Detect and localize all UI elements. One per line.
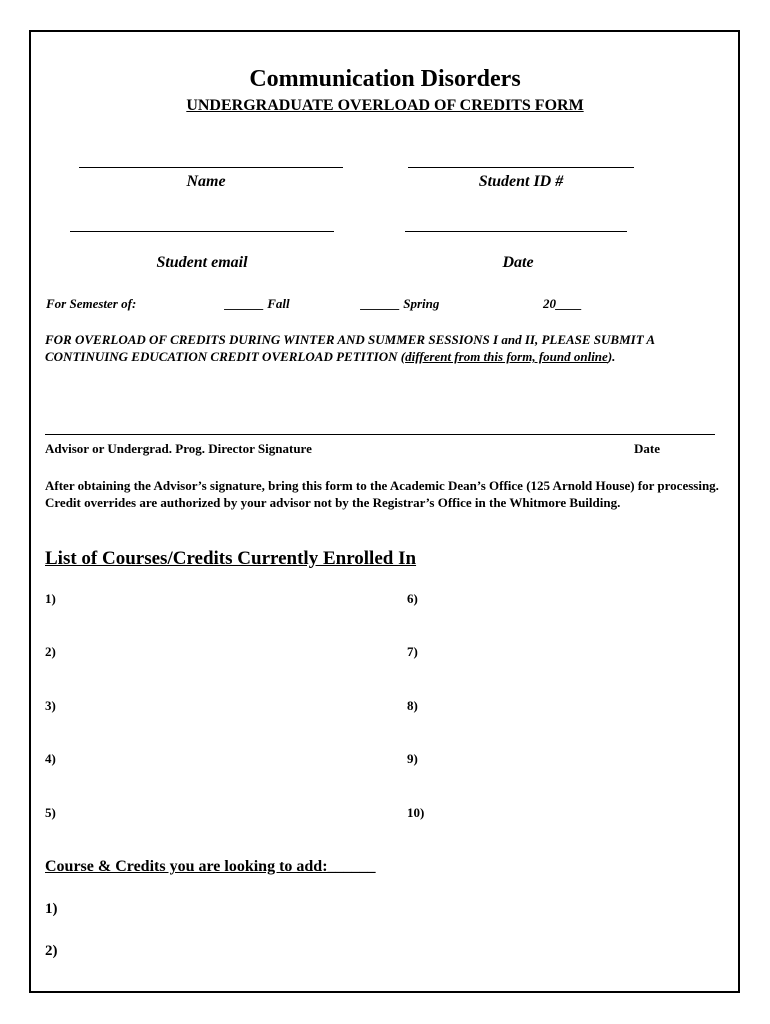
course-slot[interactable]: 1) <box>45 591 56 606</box>
semester-fall[interactable]: ______ Fall <box>225 296 290 311</box>
course-slot[interactable]: 3) <box>45 698 56 713</box>
name-field[interactable] <box>79 167 343 168</box>
form-subtitle: UNDERGRADUATE OVERLOAD OF CREDITS FORM <box>186 97 584 114</box>
course-slot[interactable]: 6) <box>407 591 418 606</box>
overload-notice <box>45 331 725 365</box>
signature-line[interactable] <box>45 434 715 435</box>
course-slot[interactable]: 5) <box>45 805 56 820</box>
add-slot[interactable]: 2) <box>45 943 58 959</box>
courses-heading: List of Courses/Credits Currently Enrolled In <box>45 548 417 569</box>
semester-label: For Semester of: <box>46 296 137 311</box>
instructions: After obtaining the Advisor’s signature, bring this form to the Academic Dean’s Office (125 Arnold House) for processing. Credit overrides are authorized by your advisor not by the Registrar’s Office in the Whitmore Building. <box>45 478 719 510</box>
course-slot[interactable]: 7) <box>407 644 418 659</box>
email-field[interactable] <box>70 231 334 232</box>
email-label: Student email <box>156 254 248 271</box>
course-slot[interactable]: 8) <box>407 698 418 713</box>
student-id-label: Student ID # <box>478 173 564 190</box>
notice-end: ). <box>607 349 616 364</box>
semester-spring[interactable]: ______ Spring <box>361 296 440 311</box>
course-slot[interactable]: 4) <box>45 751 56 766</box>
add-heading: Course & Credits you are looking to add:______ <box>45 858 376 875</box>
date-label: Date <box>502 254 534 271</box>
notice-text: FOR OVERLOAD OF CREDITS DURING WINTER AND SUMMER SESSIONS I and II, PLEASE SUBMIT A CONTINUING EDUCATION CREDIT OVERLOAD PETITION ( <box>45 332 655 364</box>
name-label: Name <box>186 173 226 190</box>
student-id-field[interactable] <box>408 167 634 168</box>
course-slot[interactable]: 9) <box>407 751 418 766</box>
date-field[interactable] <box>405 231 627 232</box>
course-slot[interactable]: 2) <box>45 644 56 659</box>
add-slot[interactable]: 1) <box>45 901 58 917</box>
signature-label: Advisor or Undergrad. Prog. Director Signature <box>45 441 312 456</box>
course-slot[interactable]: 10) <box>407 805 425 820</box>
page-title: Communication Disorders <box>249 66 521 92</box>
signature-date-label: Date <box>634 441 660 456</box>
notice-link[interactable]: different from this form, found online <box>405 349 608 364</box>
semester-year[interactable]: 20____ <box>543 296 582 311</box>
